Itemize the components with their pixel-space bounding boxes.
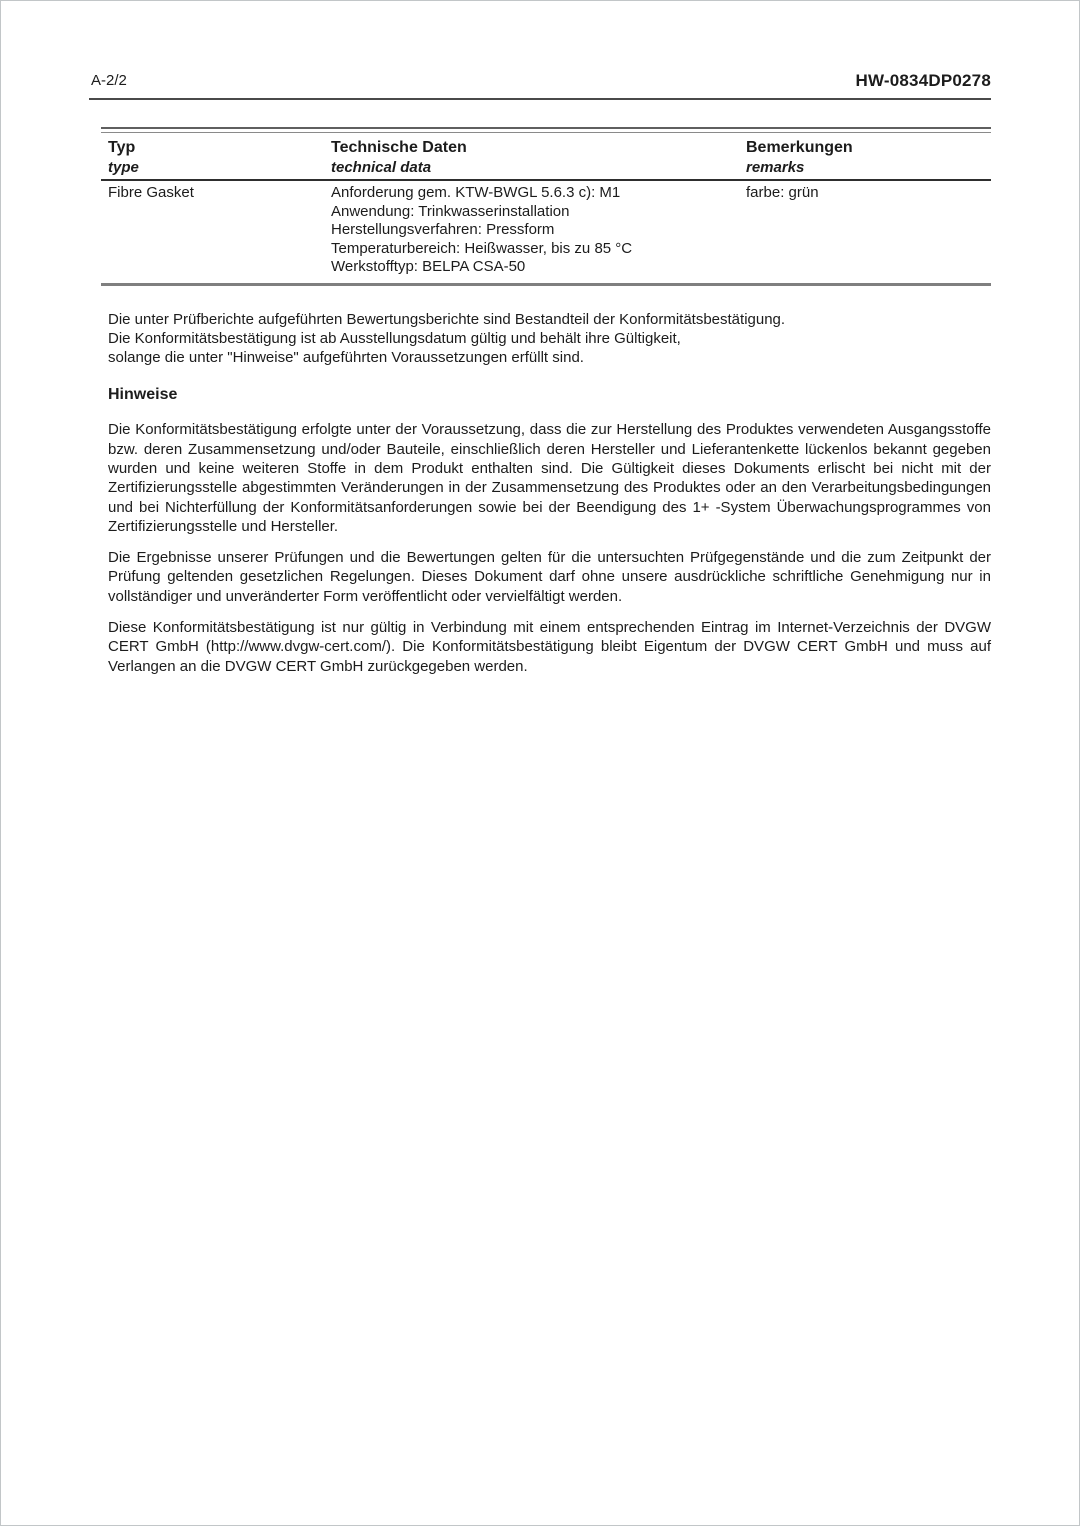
page-number-label: A-2/2 bbox=[91, 72, 127, 89]
intro-line: Die Konformitätsbestätigung ist ab Ausstellungsdatum gültig und behält ihre Gültigkeit, bbox=[108, 329, 681, 347]
intro-line: Die unter Prüfberichte aufgeführten Bewertungsberichte sind Bestandteil der Konformitätsbestätigung. bbox=[108, 310, 786, 328]
cell-typ bbox=[101, 184, 324, 277]
column-header-typ-de: Typ bbox=[108, 139, 136, 156]
table-row bbox=[101, 181, 991, 283]
document-header bbox=[91, 71, 991, 98]
hinweise-heading: Hinweise bbox=[108, 386, 178, 404]
tech-data-line: Herstellungsverfahren: Pressform bbox=[331, 221, 555, 238]
column-header-typ-en: type bbox=[108, 159, 139, 176]
column-header-technische-daten bbox=[324, 138, 739, 177]
column-header-technische-daten-de: Technische Daten bbox=[331, 139, 467, 156]
hinweise-paragraph: Die Konformitätsbestätigung erfolgte unter der Voraussetzung, dass die zur Herstellung des Produktes verwendeten Ausgangsstoffe bzw. deren Zusammensetzung und/oder Bauteile, einschließlich deren Hersteller und Lieferantenkette lückenlos bekannt gegeben wurden und keine weiteren Stoffe in dem Produkt enthalten sind. Die Gültigkeit dieses Dokuments erlischt bei nicht mit der Zertifizierungsstelle abgestimmten Veränderungen in der Zusammensetzung des Produktes oder an den Verarbeitungsbedingungen und bei Nichterfüllung der Konformitätsanforderungen sowie bei der Beendigung des 1+ -System Überwachungsprogrammes von Zertifizierungsstelle und Hersteller. bbox=[108, 421, 991, 535]
cell-bemerkungen bbox=[739, 184, 991, 277]
table-bottom-rule bbox=[101, 283, 991, 286]
technical-data-table bbox=[101, 127, 991, 286]
column-header-bemerkungen-de: Bemerkungen bbox=[746, 139, 853, 156]
header-rule bbox=[89, 98, 991, 100]
column-header-technische-daten-en: technical data bbox=[331, 159, 432, 176]
column-header-bemerkungen bbox=[739, 138, 991, 177]
typ-value: Fibre Gasket bbox=[108, 184, 194, 201]
document-number: HW-0834DP0278 bbox=[855, 71, 991, 90]
table-header-row bbox=[101, 133, 991, 179]
tech-data-line: Anwendung: Trinkwasserinstallation bbox=[331, 202, 570, 220]
cell-technische-daten bbox=[324, 184, 739, 277]
intro-line: solange die unter "Hinweise" aufgeführten Voraussetzungen erfüllt sind. bbox=[108, 349, 584, 367]
validity-paragraph: Diese Konformitätsbestätigung ist nur gültig in Verbindung mit einem entsprechenden Eintrag im Internet-Verzeichnis der DVGW CERT GmbH (http://www.dvgw-cert.com/). Die Konformitätsbestätigung bleibt Eigentum der DVGW CERT GmbH und muss auf Verlangen an die DVGW CERT GmbH zurückgegeben werden. bbox=[108, 619, 991, 675]
results-paragraph: Die Ergebnisse unserer Prüfungen und die Bewertungen gelten für die untersuchten Prüfgegenstände und die zum Zeitpunkt der Prüfung geltenden gesetzlichen Regelungen. Dieses Dokument darf ohne unsere ausdrückliche schriftliche Genehmigung nur in vollständiger und unveränderter Form veröffentlicht oder vervielfältigt werden. bbox=[108, 549, 991, 605]
tech-data-line: Anforderung gem. KTW-BWGL 5.6.3 c): M1 bbox=[331, 184, 621, 201]
page-content bbox=[91, 71, 991, 676]
intro-block bbox=[108, 310, 991, 368]
tech-data-line: Werkstofftyp: BELPA CSA-50 bbox=[331, 258, 526, 275]
tech-data-line: Temperaturbereich: Heißwasser, bis zu 85 °C bbox=[331, 239, 633, 257]
column-header-bemerkungen-en: remarks bbox=[746, 159, 805, 176]
column-header-typ bbox=[101, 138, 324, 177]
bemerkungen-value: farbe: grün bbox=[746, 184, 819, 201]
